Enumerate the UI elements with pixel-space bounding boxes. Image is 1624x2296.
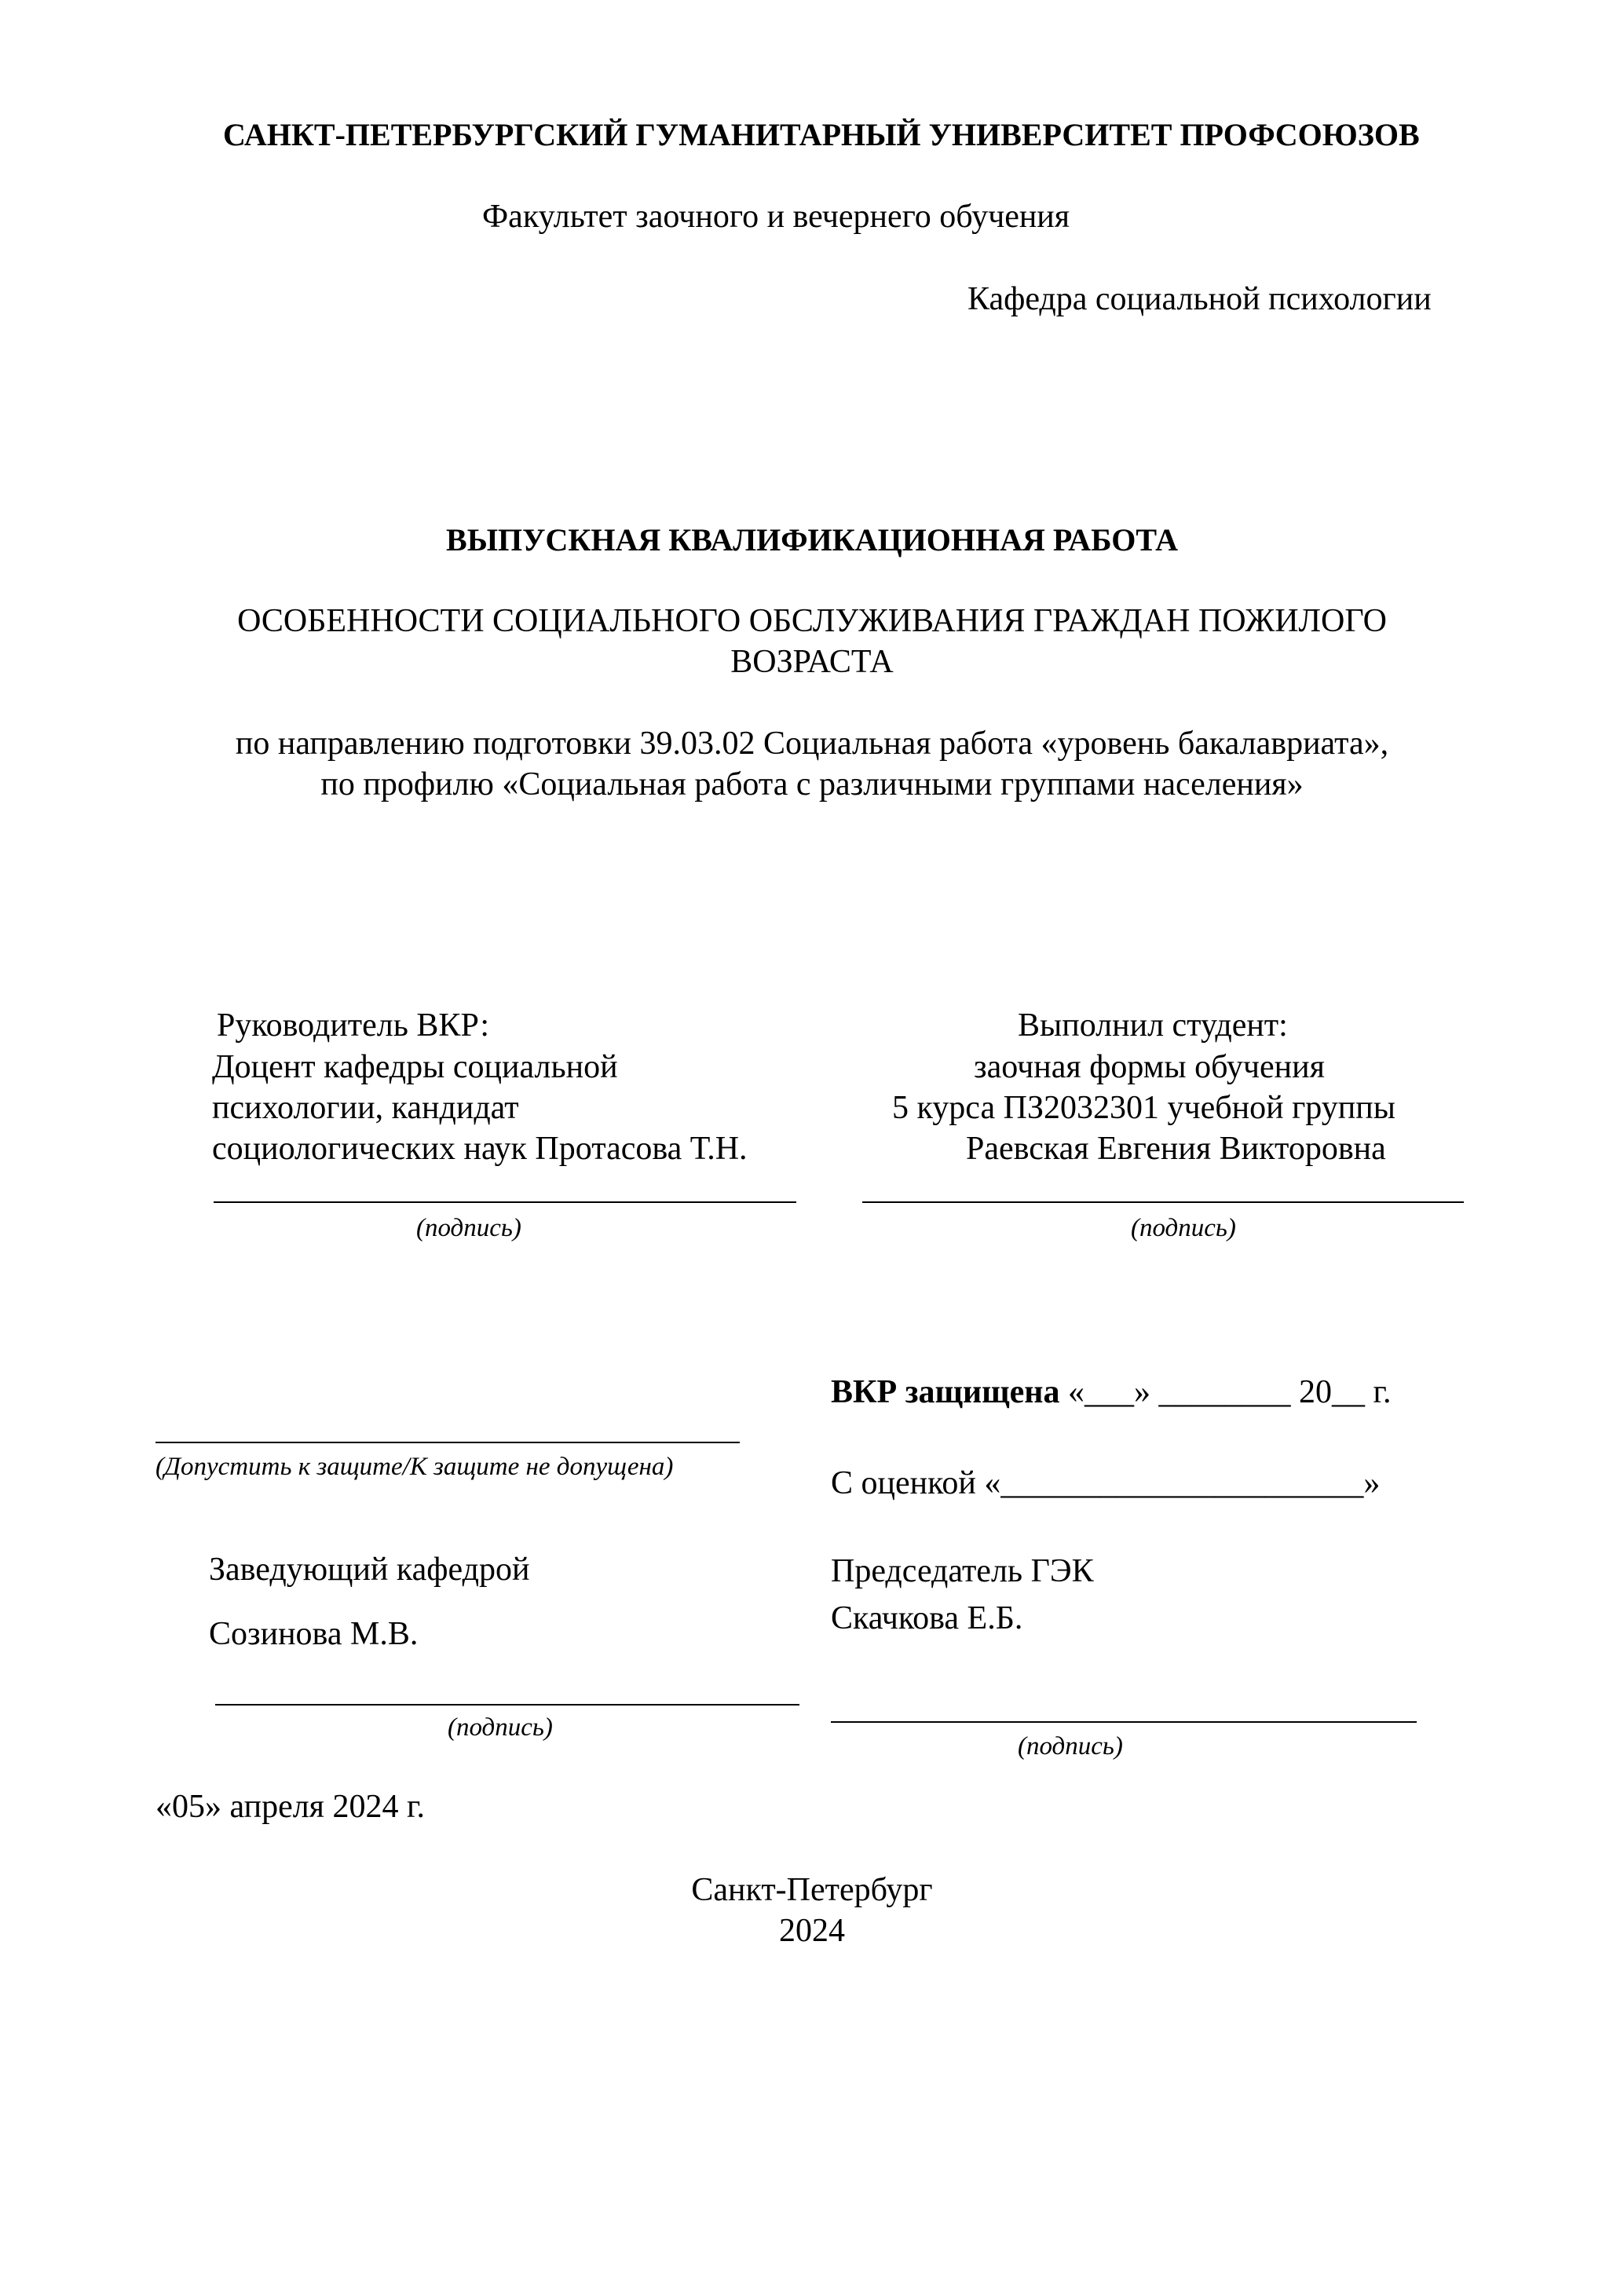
topic-line-1: ОСОБЕННОСТИ СОЦИАЛЬНОГО ОБСЛУЖИВАНИЯ ГРАЖДАН ПОЖИЛОГО bbox=[237, 603, 1387, 639]
footer-city: Санкт-Петербург bbox=[691, 1872, 933, 1908]
head-of-department-title: Заведующий кафедрой bbox=[209, 1552, 530, 1588]
student-line-1: заочная формы обучения bbox=[974, 1049, 1325, 1085]
admission-caption: (Допустить к защите/К защите не допущена) bbox=[155, 1453, 674, 1481]
gek-signature-caption: (подпись) bbox=[1018, 1732, 1123, 1760]
head-of-department-name: Созинова М.В. bbox=[209, 1616, 419, 1652]
head-signature-line bbox=[215, 1704, 799, 1706]
footer-year: 2024 bbox=[779, 1913, 845, 1949]
department-name: Кафедра социальной психологии bbox=[967, 281, 1432, 317]
supervisor-signature-line bbox=[214, 1201, 796, 1203]
supervisor-signature-caption: (подпись) bbox=[416, 1214, 521, 1242]
supervisor-line-2: психологии, кандидат bbox=[212, 1090, 519, 1126]
student-heading: Выполнил студент: bbox=[1018, 1007, 1288, 1044]
supervisor-line-1: Доцент кафедры социальной bbox=[212, 1049, 618, 1085]
head-signature-caption: (подпись) bbox=[448, 1713, 553, 1742]
gek-chair-name: Скачкова Е.Б. bbox=[831, 1600, 1023, 1636]
work-type-title: ВЫПУСКНАЯ КВАЛИФИКАЦИОННАЯ РАБОТА bbox=[446, 522, 1178, 558]
admission-line bbox=[155, 1442, 740, 1443]
defense-label: ВКР защищена bbox=[831, 1374, 1060, 1410]
direction-line-2: по профилю «Социальная работа с различными группами населения» bbox=[320, 766, 1304, 803]
gek-signature-line bbox=[831, 1721, 1417, 1723]
student-signature-line bbox=[862, 1201, 1464, 1203]
gek-chair-title: Председатель ГЭК bbox=[831, 1553, 1094, 1589]
faculty-name: Факультет заочного и вечернего обучения bbox=[482, 199, 1070, 235]
university-name: САНКТ-ПЕТЕРБУРГСКИЙ ГУМАНИТАРНЫЙ УНИВЕРСИТЕТ ПРОФСОЮЗОВ bbox=[223, 117, 1420, 152]
student-signature-caption: (подпись) bbox=[1131, 1214, 1236, 1242]
defense-status bbox=[831, 1376, 1391, 1409]
student-line-2: 5 курса ПЗ2032301 учебной группы bbox=[892, 1090, 1395, 1126]
direction-line-1: по направлению подготовки 39.03.02 Социальная работа «уровень бакалавриата», bbox=[235, 726, 1389, 762]
topic-line-2: ВОЗРАСТА bbox=[730, 644, 894, 680]
defense-date-template: «___» ________ 20__ г. bbox=[1059, 1374, 1392, 1410]
supervisor-line-3: социологических наук Протасова Т.Н. bbox=[212, 1131, 748, 1167]
approval-date: «05» апреля 2024 г. bbox=[155, 1789, 425, 1825]
student-line-3: Раевская Евгения Викторовна bbox=[966, 1131, 1386, 1167]
defense-grade: С оценкой «______________________» bbox=[831, 1465, 1381, 1501]
supervisor-heading: Руководитель ВКР: bbox=[217, 1007, 490, 1044]
